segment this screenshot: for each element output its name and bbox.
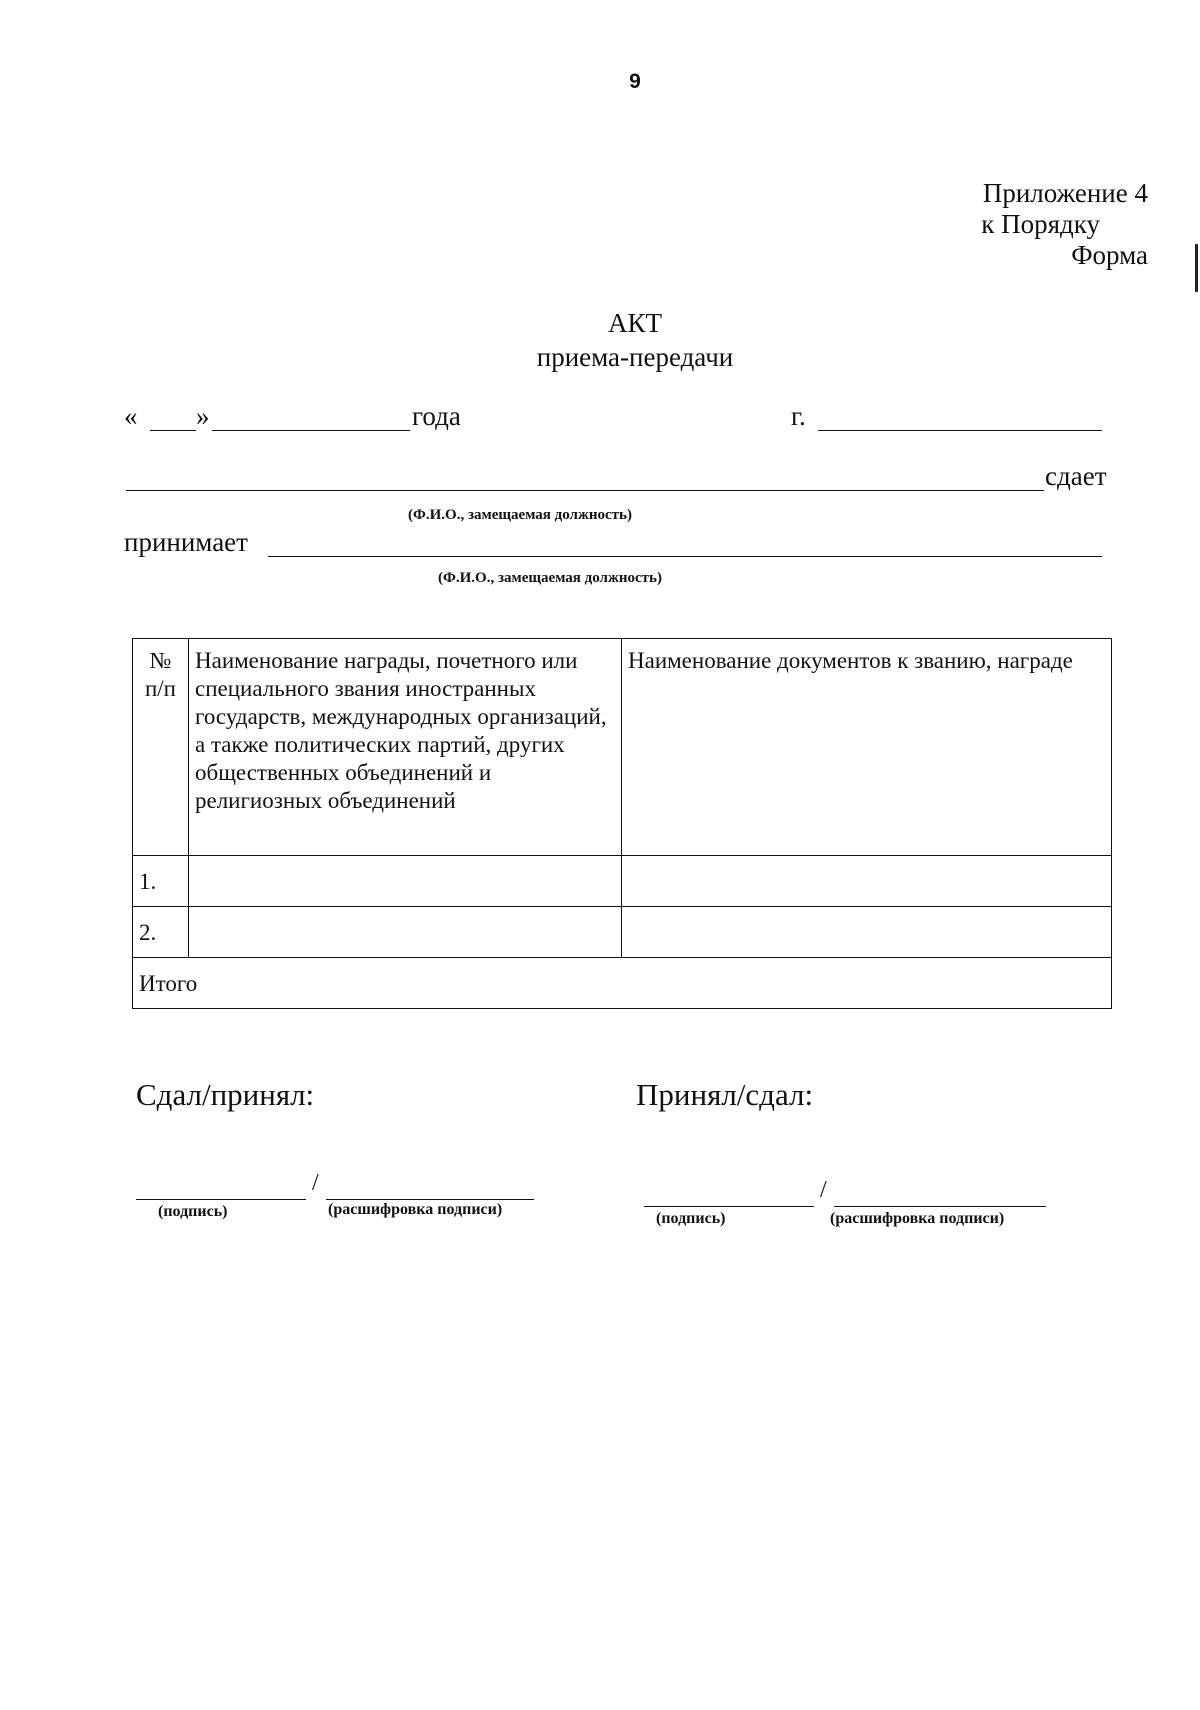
table-header-row [133,639,1112,856]
table-row [133,907,1112,958]
table-row [133,856,1112,907]
date-open-quote: « [124,401,138,431]
scan-edge-mark [1195,244,1198,292]
awards-table [132,638,1112,1009]
receives-name-field[interactable] [268,556,1102,557]
hands-over-caption: (Ф.И.О., замещаемая должность) [408,507,632,523]
row-number: 1. [133,856,189,907]
date-close-quote: » [196,401,210,431]
document-title: АКТ [608,308,662,338]
appendix-block [981,178,1148,271]
city-prefix: г. [791,401,806,431]
table-total-row [133,958,1112,1009]
left-separator: / [312,1170,319,1196]
month-year-field[interactable] [212,430,410,431]
row-award-name[interactable] [189,907,622,958]
right-signature-caption: (подпись) [656,1210,726,1227]
page-number: 9 [629,70,641,93]
right-signature-field[interactable] [644,1206,814,1207]
hands-over-label: сдает [1045,461,1107,491]
left-signature-field[interactable] [136,1199,306,1200]
city-field[interactable] [818,430,1102,431]
year-word: года [412,401,461,431]
row-number: 2. [133,907,189,958]
left-decoding-field[interactable] [326,1199,534,1200]
right-decoding-field[interactable] [834,1206,1046,1207]
receives-caption: (Ф.И.О., замещаемая должность) [438,570,662,586]
document-subtitle: приема-передачи [536,342,734,372]
left-decoding-caption: (расшифровка подписи) [328,1201,503,1218]
day-field[interactable] [150,430,196,431]
right-decoding-caption: (расшифровка подписи) [830,1210,1005,1227]
row-documents[interactable] [622,856,1112,907]
row-documents[interactable] [622,907,1112,958]
hands-over-name-field[interactable] [126,490,1044,491]
header-number: № п/п [133,639,189,856]
left-signature-caption: (подпись) [158,1203,228,1220]
row-award-name[interactable] [189,856,622,907]
document-title-block [0,306,1200,374]
right-signature-heading: Принял/сдал: [636,1077,814,1112]
receives-label: принимает [124,527,248,557]
left-signature-heading: Сдал/принял: [136,1077,315,1112]
header-award-name: Наименование награды, почетного или специального звания иностранных государств, международных организаций, а также политических партий, других общественных объединений и религиозных объединений [189,639,622,856]
appendix-reference: к Порядку [981,209,1100,239]
appendix-title: Приложение 4 [982,178,1148,208]
header-documents: Наименование документов к званию, награде [622,639,1112,856]
form-label: Форма [1071,240,1148,270]
right-separator: / [820,1177,827,1203]
total-label: Итого [133,958,1112,1009]
